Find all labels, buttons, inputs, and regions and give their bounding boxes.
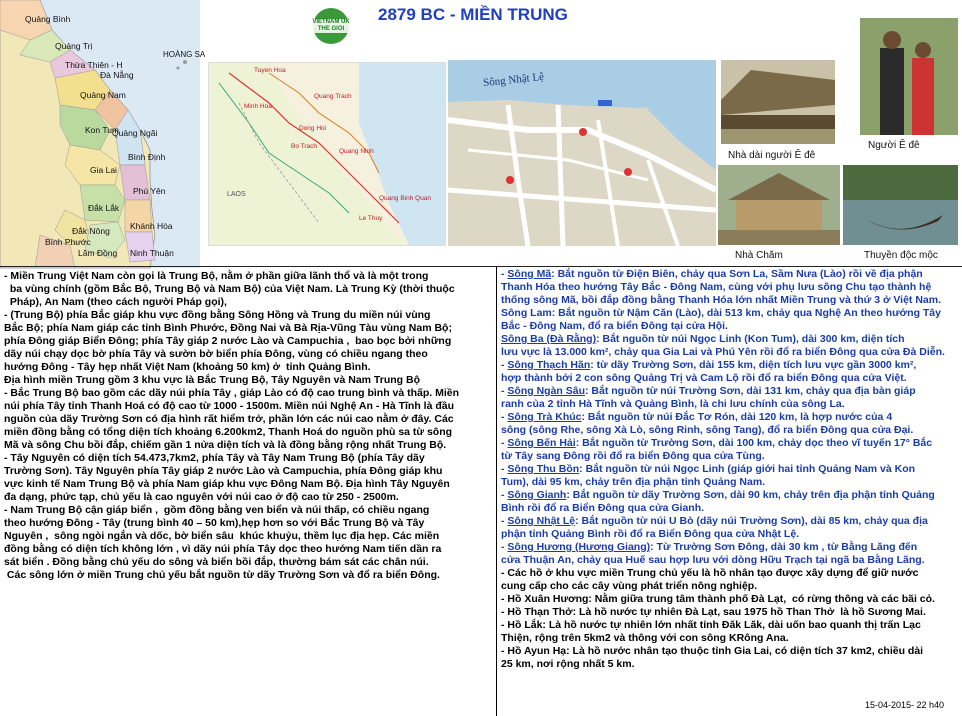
river-name: Sông Bến Hải bbox=[507, 437, 576, 449]
province-label: Thừa Thiên - H bbox=[65, 60, 123, 70]
river-name: Sông Thạch Hãn bbox=[507, 359, 591, 371]
river-desc: : Từ Trường Sơn Đông, dài 30 km , từ Bằng Lăng đến cửa Thuận An, chảy qua Huế sau hợp lưu với dòng Hữu Trạch tại ngã ba Bằng Lãng. bbox=[501, 541, 925, 566]
province-label: Khánh Hòa bbox=[130, 221, 173, 231]
lake-entry: - Hồ Lắk: Là hồ nước tự nhiên lớn nhất tỉnh Đăk Lăk, dài uốn bao quanh thị trấn Lạc Thiện, rộng trên 5km2 và thông với con sông KRông Ana. bbox=[501, 619, 921, 644]
lake-entry: - Các hồ ở khu vực miền Trung chủ yếu là hồ nhân tạo được xây dựng để giữ nước cung cấp cho các cây vùng phát triển nông nghiệp. bbox=[501, 567, 919, 592]
longhouse-photo bbox=[721, 60, 835, 144]
column-divider bbox=[496, 266, 497, 716]
route-map bbox=[208, 62, 446, 246]
left-column bbox=[4, 270, 490, 582]
province-label: Gia Lai bbox=[90, 165, 117, 175]
province-label: Quảng Nam bbox=[80, 90, 126, 100]
province-label: Quảng Ngãi bbox=[112, 128, 158, 138]
river-entry: - Sông Nhật Lệ: Bắt nguồn từ núi U Bò (dãy núi Trường Sơn), dài 85 km, chảy qua địa phận tỉnh Quảng Bình rồi đổ ra Biển Đông qua cửa Nhật Lệ. bbox=[501, 515, 928, 540]
people-photo bbox=[860, 18, 958, 135]
river-name: Sông Ba (Đà Rằng) bbox=[501, 333, 597, 345]
river-entry bbox=[501, 333, 959, 359]
cham-house-photo bbox=[718, 165, 840, 245]
city-map bbox=[448, 60, 716, 246]
province-label: Bình Phước bbox=[45, 237, 91, 247]
route-label: Tuyen Hoa bbox=[254, 67, 286, 74]
page-title: 2879 BC - MIỀN TRUNG bbox=[378, 5, 568, 24]
river-name: Sông Ngàn Sâu bbox=[507, 385, 586, 397]
province-label: Bình Định bbox=[128, 152, 166, 162]
province-label: Đắk Nông bbox=[72, 226, 110, 236]
left-paragraph: - Tây Nguyên có diện tích 54.473,7km2, phía Tây và Tây Nam Trung Bộ (phía Tây dãy Trường Sơn). Tây Nguyên phía Tây giáp 2 nước Lào và Campuchia, phía Đông giáp khu vực kinh tế Nam Trung Bộ và phía Nam giáp khu vực Đông Nam Bộ. Địa hình Tây Nguyên đa dạng, phức tạp, chủ yếu là cao nguyên với núi cao ở độ cao từ 250 - 2500m. bbox=[4, 452, 450, 503]
river-entry: - Sông Trà Khúc: Bắt nguồn từ núi Đắc Tơ Rón, dài 120 km, là hợp nước của 4 sông (sông Rhe, sông Xà Lò, sông Rinh, sông Tang), đổ ra biển Đông qua cửa Đại. bbox=[501, 411, 914, 436]
route-label: Quang Ninh bbox=[339, 148, 374, 155]
logo-text-top: VIETNAM UK bbox=[312, 19, 350, 25]
river-name: Sông Mã bbox=[507, 268, 552, 280]
river-entry: - Sông Thu Bồn: Bắt nguồn từ núi Ngọc Linh (giáp giới hai tỉnh Quảng Nam và Kon Tum), dài 95 km, chảy trên địa phận tỉnh Quảng Nam. bbox=[501, 463, 916, 488]
river-entry: - Sông Mã: Bắt nguồn từ Điện Biên, chảy qua Sơn La, Sầm Nưa (Lào) rồi về địa phận Thanh Hóa theo hướng Tây Bắc - Đông Nam, cùng với phụ lưu sông Chu tạo thành hệ thống sông Mã, bồi đắp đồng bằng Thanh Hóa lớn nhất Miền Trung và thứ 3 ở Việt Nam. bbox=[501, 268, 942, 306]
route-label: Bo Trach bbox=[291, 143, 318, 150]
river-name: Sông Thu Bồn bbox=[507, 463, 580, 475]
province-label: Đắk Lắk bbox=[88, 203, 120, 213]
left-paragraph: - Miền Trung Việt Nam còn gọi là Trung Bộ, nằm ở phần giữa lãnh thổ và là một trong ba vùng chính (gồm Bắc Bộ, Trung Bộ và Nam Bộ) của Việt Nam. Là Trung Kỳ (thời thuộc Pháp), An Nam (theo cách người Pháp gọi), bbox=[4, 270, 455, 308]
river-desc: : Bắt nguồn từ núi Ngọc Linh (giáp giới hai tỉnh Quảng Nam và Kon Tum), dài 95 km, chảy trên địa phận tỉnh Quảng Nam. bbox=[501, 463, 916, 488]
province-label: Kon Tum bbox=[85, 125, 120, 135]
province-label: Ninh Thuận bbox=[130, 248, 174, 258]
boat-caption: Thuyền độc mộc bbox=[864, 250, 938, 261]
left-paragraph: - Nam Trung Bộ cận giáp biển , gồm đồng bằng ven biển và núi thấp, có chiều ngang theo hướng Đông - Tây (trung bình 40 – 50 km),hẹp hơn so với Bắc Trung Bộ và Tây Nguyên , sông ngòi ngắn và dốc, bờ biển sâu khúc khuỷu, thềm lục địa hẹp. Các miền đồng bằng có diện tích không lớn , vì dãy núi phía Tây dọc theo hướng Nam tiến dần ra sát biển . Đồng bằng chủ yếu do sông và biển bồi đắp, thường bám sát các chân núi. Các sông lớn ở miền Trung chủ yếu bắt nguồn từ dãy Trường Sơn và đổ ra biển Đông. bbox=[4, 504, 442, 581]
river-name: Sông Gianh bbox=[507, 489, 567, 501]
river-entry: - Sông Gianh: Bắt nguồn từ dãy Trường Sơn, dài 90 km, chảy trên địa phận tỉnh Quảng Bình rồi đổ ra Biển Đông qua cửa Gianh. bbox=[501, 489, 935, 514]
route-label: LAOS bbox=[227, 191, 246, 198]
river-desc: : Bắt nguồn từ núi U Bò (dãy núi Trường Sơn), dài 85 km, chảy qua địa phận tỉnh Quảng Bình rồi đổ ra Biển Đông qua cửa Nhật Lệ. bbox=[501, 515, 928, 540]
river-desc: : Bắt nguồn từ núi Trường Sơn, dài 131 km, chảy qua địa bàn giáp ranh của 2 tỉnh Hà Tĩnh và Quảng Bình, là chi lưu chính của sông La. bbox=[501, 385, 916, 410]
route-map-graphic bbox=[209, 63, 445, 245]
river-desc: : Bắt nguồn từ núi Ngọc Linh (Kon Tum), dài 300 km, diện tích lưu vực là 13.000 km², chảy qua Gia Lai và Phú Yên rồi đổ ra biển Đông qua cửa Đà Diễn. bbox=[501, 333, 945, 358]
left-paragraph: - Bắc Trung Bộ bao gồm các dãy núi phía Tây , giáp Lào có độ cao trung bình và thấp. Miền núi phía Tây tỉnh Thanh Hoá có độ cao từ 1000 - 1500m. Miền núi Nghệ An - Hà Tĩnh là đầu nguồn của dãy Trường Sơn có địa hình rất hiểm trở, phần lớn các núi cao nằm ở đây. Các miền đồng bằng có tổng diện tích khoảng 6.200km2, Thanh Hoá do nguồn phù sa từ sông Mã và sông Chu bồi đắp, chiếm gần 1 nửa diện tích và là đồng bằng rộng nhất Trung Bộ. bbox=[4, 387, 460, 451]
lake-entry: - Hồ Xuân Hương: Nằm giữa trung tâm thành phố Đà Lạt, có rừng thông và các bãi cỏ. bbox=[501, 593, 935, 605]
province-label: Đà Nẵng bbox=[100, 70, 134, 80]
river-name: Sông Nhật Lệ bbox=[507, 515, 576, 527]
province-map bbox=[0, 0, 206, 268]
footer-timestamp: 15-04-2015- 22 h40 bbox=[864, 700, 944, 710]
lake-entry: - Hồ Ayun Hạ: Là hồ nước nhân tạo thuộc tỉnh Gia Lai, có diện tích 37 km2, chiều dài 25 km, nơi rộng nhất 5 km. bbox=[501, 645, 924, 670]
province-label: Phú Yên bbox=[133, 186, 166, 196]
province-label: Quảng Trị bbox=[55, 41, 93, 51]
cham-house-caption: Nhà Chăm bbox=[735, 250, 783, 261]
route-label: Quang Binh Quan bbox=[379, 195, 432, 202]
route-label: Dong Hoi bbox=[299, 125, 327, 132]
right-column bbox=[501, 268, 959, 671]
logo bbox=[302, 6, 360, 46]
river-desc: : từ dãy Trường Sơn, dài 155 km, diện tích lưu vực gần 3000 km², hợp thành bởi 2 con sông Quảng Trị và Cam Lộ rồi đổ ra biển Đông qua cửa Việt. bbox=[501, 359, 917, 384]
route-label: Le Thuy bbox=[359, 215, 383, 222]
river-entry: - Sông Ngàn Sâu: Bắt nguồn từ núi Trường Sơn, dài 131 km, chảy qua địa bàn giáp ranh của 2 tỉnh Hà Tĩnh và Quảng Bình, là chi lưu chính của sông La. bbox=[501, 385, 916, 410]
province-label: Quảng Bình bbox=[25, 14, 71, 24]
province-label: HOÀNG SA bbox=[163, 50, 206, 59]
boat-photo bbox=[843, 165, 958, 245]
route-label: Minh Hoa bbox=[244, 103, 272, 110]
province-label: Lâm Đồng bbox=[78, 248, 118, 258]
river-name: Sông Hương (Hương Giang) bbox=[507, 541, 651, 553]
divider bbox=[0, 266, 962, 267]
river-desc: Sông Lam: Bắt nguồn từ Nậm Căn (Lào), dài 513 km, chảy qua Nghệ An theo hướng Tây Bắc - Đông Nam, đổ ra biển Đông tại cửa Hội. bbox=[501, 307, 941, 332]
river-desc: : Bắt nguồn từ Trường Sơn, dài 100 km, chảy dọc theo vĩ tuyến 17° Bắc từ Tây sang Đông rồi đổ ra biển Đông qua cửa Tùng. bbox=[501, 437, 933, 462]
river-entry: - Sông Hương (Hương Giang): Từ Trường Sơn Đông, dài 30 km , từ Bằng Lăng đến cửa Thuận An, chảy qua Huế sau hợp lưu với dòng Hữu Trạch tại ngã ba Bằng Lãng. bbox=[501, 541, 925, 566]
river-desc: : Bắt nguồn từ dãy Trường Sơn, dài 90 km, chảy trên địa phận tỉnh Quảng Bình rồi đổ ra Biển Đông qua cửa Gianh. bbox=[501, 489, 935, 514]
river-entry: - Sông Thạch Hãn: từ dãy Trường Sơn, dài 155 km, diện tích lưu vực gần 3000 km², hợp thành bởi 2 con sông Quảng Trị và Cam Lộ rồi đổ ra biển Đông qua cửa Việt. bbox=[501, 359, 917, 384]
people-caption: Người Ê đê bbox=[868, 140, 920, 151]
left-paragraph: - (Trung Bộ) phía Bắc giáp khu vực đồng bằng Sông Hồng và Trung du miền núi vùng Bắc Bộ; phía Nam giáp các tỉnh Bình Phước, Đồng Nai và Bà Rịa-Vũng Tàu vùng Nam Bộ; phía Đông giáp Biển Đông; phía Tây giáp 2 nước Lào và Campuchia , bao bọc bởi những dãy núi chạy dọc bờ phía Tây và sườn bờ biển phía Đông, vùng có chiều ngang theo hướng Đông - Tây hẹp nhất Việt Nam (khoảng 50 km) ở tỉnh Quảng Bình. bbox=[4, 309, 452, 373]
river-desc: : Bắt nguồn từ Điện Biên, chảy qua Sơn La, Sầm Nưa (Lào) rồi về địa phận Thanh Hóa theo hướng Tây Bắc - Đông Nam, cùng với phụ lưu sông Chu tạo thành hệ thống sông Mã, bồi đắp đồng bằng Thanh Hóa lớn nhất Miền Trung và thứ 3 ở Việt Nam. bbox=[501, 268, 942, 306]
longhouse-caption: Nhà dài người Ê đê bbox=[728, 150, 816, 161]
river-entry bbox=[501, 307, 959, 333]
river-label: Sông Nhật Lệ bbox=[482, 70, 545, 90]
river-desc: : Bắt nguồn từ núi Đắc Tơ Rón, dài 120 km, là hợp nước của 4 sông (sông Rhe, sông Xà Lò, sông Rinh, sông Tang), đổ ra biển Đông qua cửa Đại. bbox=[501, 411, 914, 436]
route-label: Quang Trach bbox=[314, 93, 352, 100]
river-entry: - Sông Bến Hải: Bắt nguồn từ Trường Sơn, dài 100 km, chảy dọc theo vĩ tuyến 17° Bắc từ Tây sang Đông rồi đổ ra biển Đông qua cửa Tùng. bbox=[501, 437, 933, 462]
lake-entry: - Hồ Thạn Thở: Là hồ nước tự nhiên Đà Lạt, sau 1975 hồ Than Thở là hồ Sương Mai. bbox=[501, 606, 926, 618]
river-name: Sông Trà Khúc bbox=[507, 411, 582, 423]
left-paragraph: Địa hình miền Trung gồm 3 khu vực là Bắc Trung Bộ, Tây Nguyên và Nam Trung Bộ bbox=[4, 374, 421, 386]
logo-text-bottom: THE GIOI bbox=[317, 26, 345, 32]
